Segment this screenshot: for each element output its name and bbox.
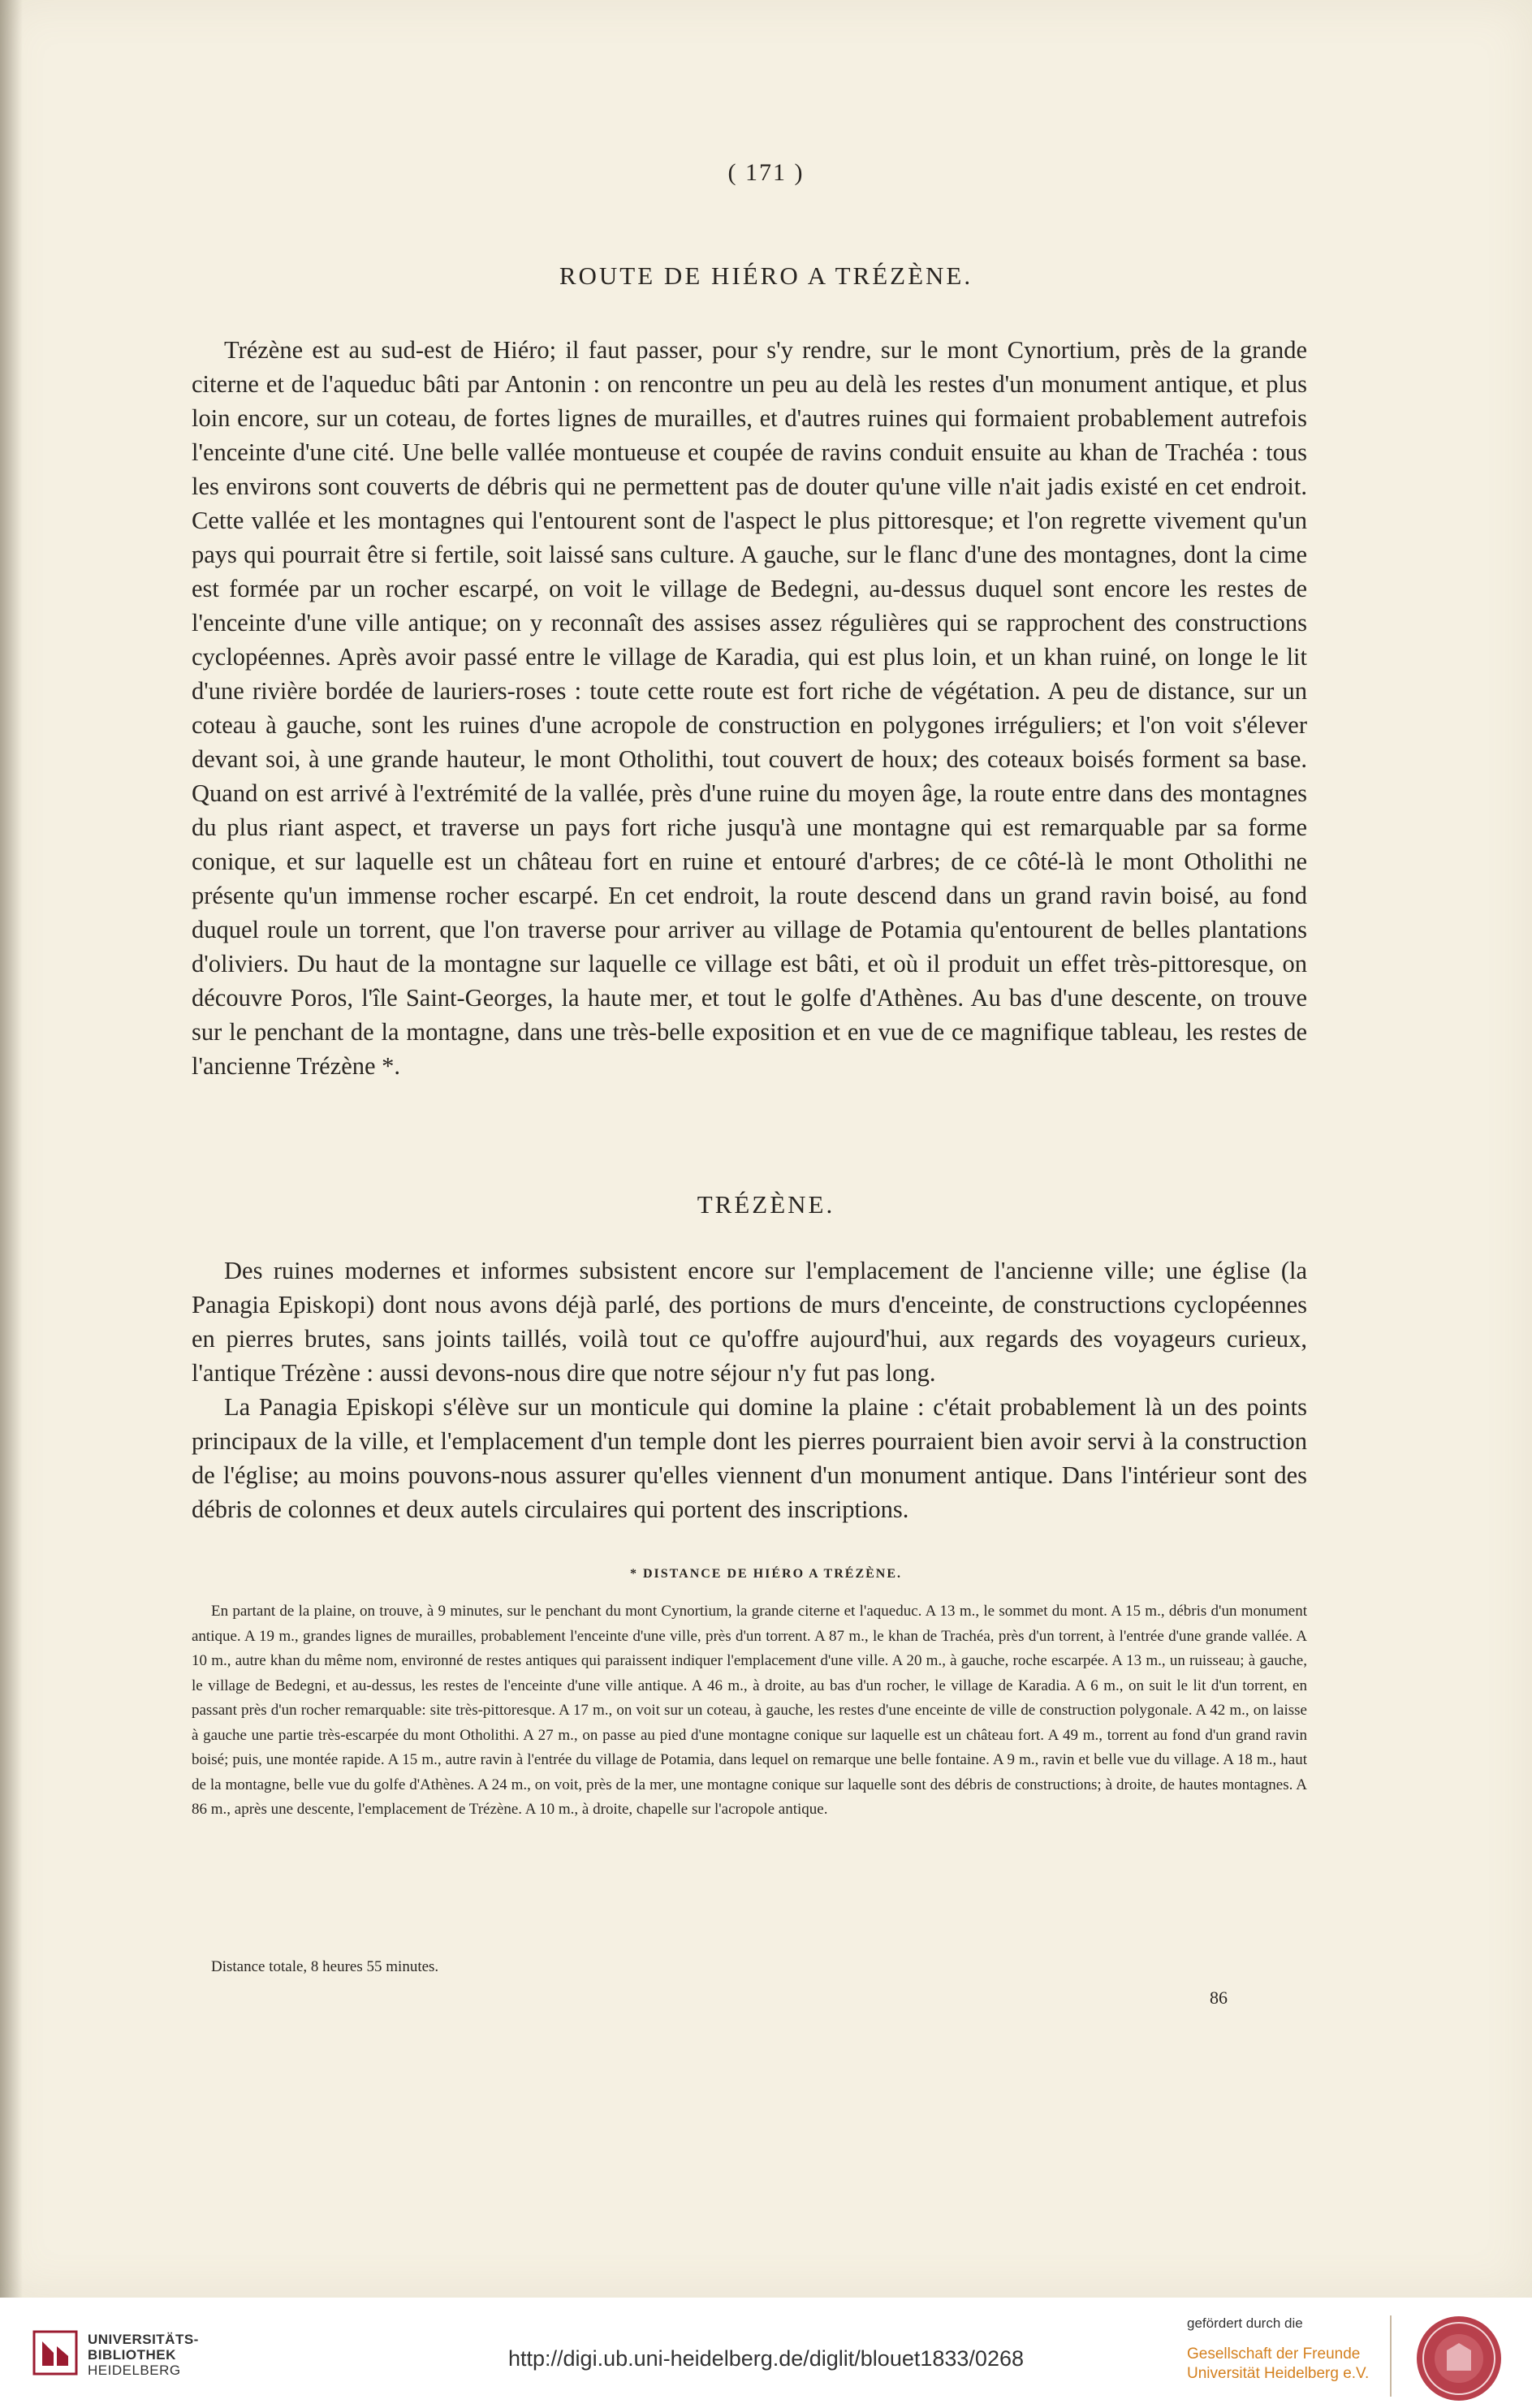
paragraph-trezene-2: La Panagia Episkopi s'élève sur un monticule qui domine la plaine : c'était probablement là un des points principaux de la ville, et l'emplacement d'un temple dont les pierres pourraient bien avoir servi à la construction de l'église; au moins pouvons-nous assurer qu'elles viennent d'un monument antique. Dans l'intérieur sont des débris de colonnes et deux autels circulaires qui portent des inscriptions. [192, 1393, 1307, 1523]
footnote-title: * DISTANCE DE HIÉRO A TRÉZÈNE. [629, 1567, 903, 1581]
signature-mark: 86 [1210, 1987, 1228, 2008]
footnote-total: Distance totale, 8 heures 55 minutes. [211, 1958, 439, 1975]
university-seal-icon [1414, 2314, 1504, 2403]
section-title-trezene: TRÉZÈNE. [697, 1190, 835, 1219]
paragraph-route: Trézène est au sud-est de Hiéro; il faut passer, pour s'y rendre, sur le mont Cynortium, près de la grande citerne et de l'aqueduc bâti par Antonin : on rencontre un peu au delà les restes d'un monument antique, et plus loin encore, sur un coteau, de fortes lignes de murailles, et d'autres ruines qui formaient probablement autrefois l'enceinte d'une cité. Une belle vallée montueuse et coupée de ravins conduit ensuite au khan de Trachéa : tous les environs sont couverts de débris qui ne permettent pas de douter qu'une ville n'ait jadis existé en cet endroit. Cette vallée et les montagnes qui l'entourent sont de l'aspect le plus pittoresque; et l'on regrette vivement qu'un pays qui pourrait être si fertile, soit laissé sans culture. A gauche, sur le flanc d'une des montagnes, dont la cime est formée par un rocher escarpé, on voit le village de Bedegni, au-dessus duquel sont encore les restes de l'enceinte d'une ville antique; on y reconnaît des assises assez régulières qui se rapprochent des constructions cyclopéennes. Après avoir passé entre le village de Karadia, qui est plus loin, et un khan ruiné, on longe le lit d'une rivière bordée de lauriers-roses : toute cette route est fort riche de végétation. A peu de distance, sur un coteau à gauche, sont les ruines d'une acropole de construction en polygones irréguliers; et l'on voit s'élever devant soi, à une grande hauteur, le mont Otholithi, tout couvert de houx; des coteaux boisés forment sa base. Quand on est arrivé à l'extrémité de la vallée, près d'une ruine du moyen âge, la route entre dans des montagnes du plus riant aspect, et traverse un pays fort riche jusqu'à une montagne qui est remarquable par sa forme conique, et sur laquelle est un château fort en ruine et entouré d'arbres; de ce côté-là le mont Otholithi ne présente qu'un immense rocher escarpé. En cet endroit, la route descend dans un grand ravin boisé, au fond duquel roule un torrent, que l'on traverse pour arriver au village de Potamia qu'entourent de belles plantations d'oliviers. Du haut de la montagne sur laquelle ce village est bâti, et où il produit un effet très-pittoresque, on découvre Poros, l'île Saint-Georges, la haute mer, et tout le golfe d'Athènes. Au bas d'une descente, on trouve sur le penchant de la montagne, dans une très-belle exposition et en vue de ce magnifique tableau, les restes de l'ancienne Trézène *. [192, 336, 1307, 1080]
footnote-body: En partant de la plaine, on trouve, à 9 minutes, sur le penchant du mont Cynortium, la grande citerne et l'aqueduc. A 13 m., le sommet du mont. A 15 m., débris d'un monument antique. A 19 m., grandes lignes de murailles, probablement l'enceinte d'une ville, près d'un torrent. A 87 m., le khan de Trachéa, près d'un torrent, à l'entrée d'une grande vallée. A 10 m., autre khan du même nom, environné de restes antiques qui paraissent indiquer l'emplacement d'une ville. A 20 m., à gauche, roche escarpée. A 13 m., un ruisseau; à gauche, le village de Bedegni, et au-dessus, les restes de l'enceinte d'une ville antique. A 46 m., à droite, au bas d'un rocher, le village de Karadia. A 6 m., on suit le lit d'un torrent, en passant près d'un rocher remarquable: site très-pittoresque. A 17 m., on voit sur un coteau, à gauche, les restes d'une enceinte de ville de construction polygonale. A 42 m., on laisse à gauche une partie très-escarpée du mont Otholithi. A 27 m., on passe au pied d'une montagne conique sur laquelle est un château fort. A 49 m., torrent au fond d'un grand ravin boisé; puis, une montée rapide. A 15 m., autre ravin à l'entrée du village de Potamia, dans lequel on remarque une belle fontaine. A 9 m., ravin et belle vue du village. A 18 m., haut de la montagne, belle vue du golfe d'Athènes. A 24 m., on voit, près de la mer, une montagne conique sur laquelle sont des débris de constructions; à droite, de hautes montagnes. A 86 m., après une descente, l'emplacement de Trézène. A 10 m., à droite, chapelle sur l'acropole antique. [192, 1603, 1307, 1818]
sponsor-name[interactable] [1187, 2345, 1369, 2384]
paragraph-trezene-1: Des ruines modernes et informes subsistent encore sur l'emplacement de l'ancienne ville; une église (la Panagia Episkopi) dont nous avons déjà parlé, des portions de murs d'enceinte, de constructions cyclopéennes en pierres brutes, sans joints taillés, voilà tout ce qu'offre aujourd'hui, aux regards des voyageurs curieux, l'antique Trézène : aussi devons-nous dire que notre séjour n'y fut pas long. [192, 1257, 1307, 1387]
section-title-route: ROUTE DE HIÉRO A TRÉZÈNE. [559, 261, 973, 290]
page-number: ( 171 ) [727, 159, 805, 186]
gutter-shadow [0, 0, 23, 2298]
library-name-line2: BIBLIOTHEK [88, 2347, 176, 2363]
sponsor-name-line1: Gesellschaft der Freunde [1187, 2345, 1361, 2363]
permalink-url[interactable]: http://digi.ub.uni-heidelberg.de/diglit/blouet1833/0268 [508, 2346, 1024, 2371]
footer-divider [1390, 2315, 1392, 2397]
sponsor-label: gefördert durch die [1187, 2315, 1303, 2331]
library-name-line3: HEIDELBERG [88, 2363, 181, 2378]
library-name-line1: UNIVERSITÄTS- [88, 2332, 199, 2347]
sponsor-name-line2: Universität Heidelberg e.V. [1187, 2365, 1370, 2382]
viewer-footer [0, 2298, 1532, 2408]
